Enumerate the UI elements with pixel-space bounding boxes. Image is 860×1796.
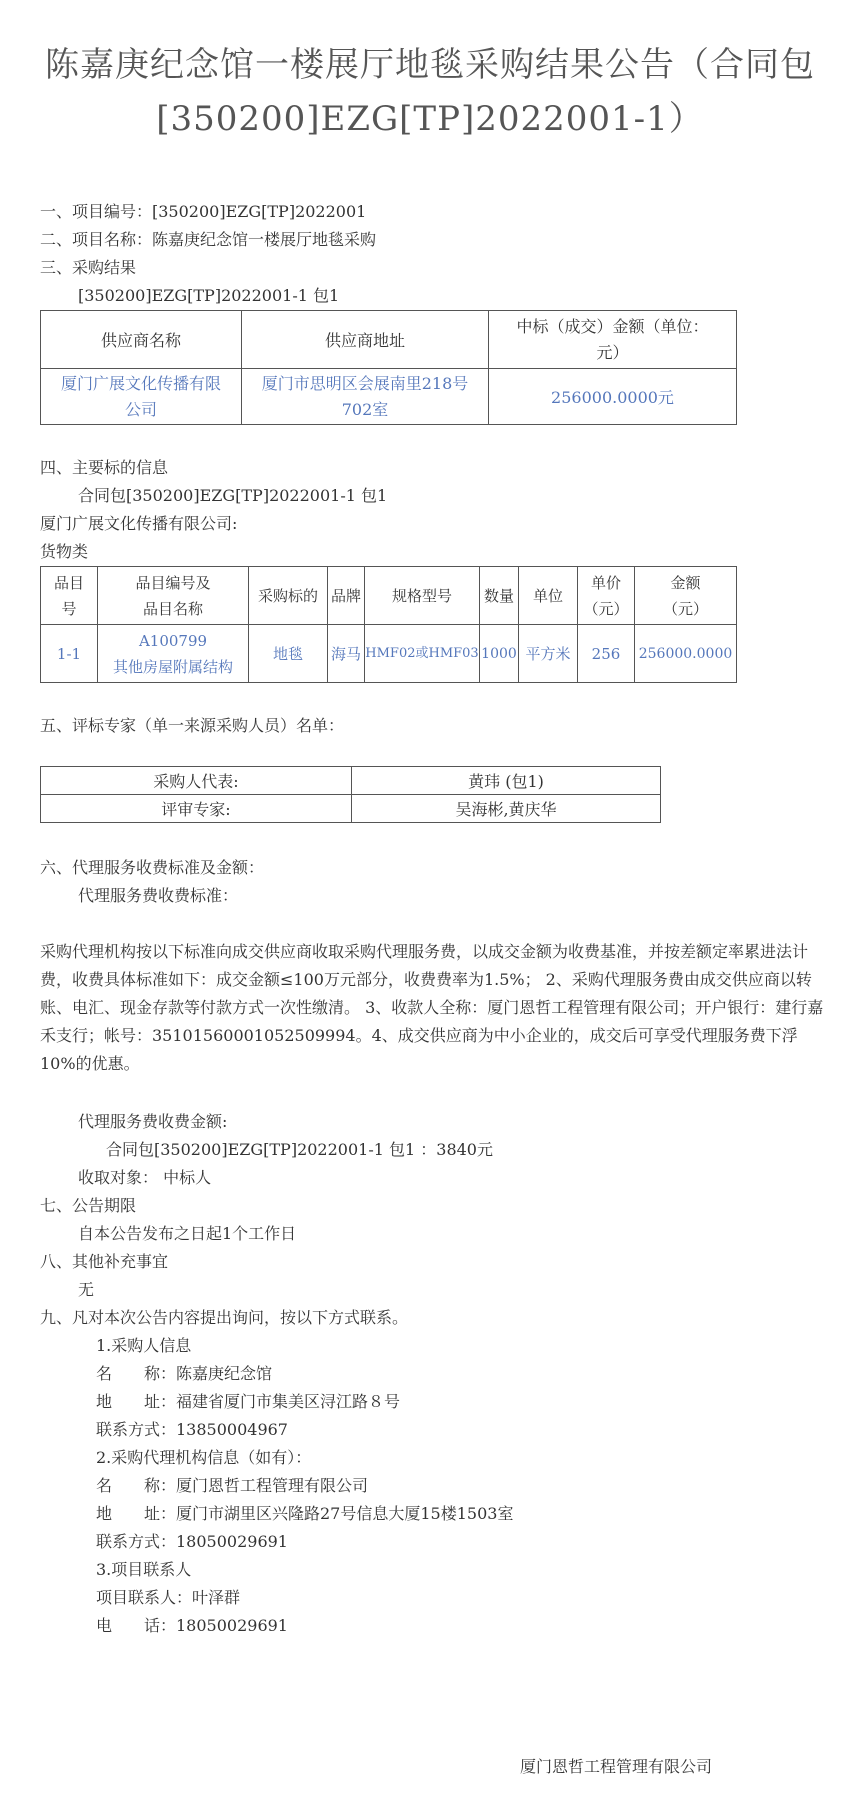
header-spec: 规格型号: [365, 567, 480, 625]
signature: 厦门恩哲工程管理有限公司: [520, 1757, 713, 1776]
header-amount: 中标（成交）金额（单位： 元）: [489, 311, 737, 369]
section-result-heading: 三、采购结果: [40, 258, 137, 277]
header-quantity: 数量: [480, 567, 519, 625]
agency-address: 地 址：厦门市湖里区兴隆路27号信息大厦15楼1503室: [96, 1504, 514, 1523]
header-brand: 品牌: [328, 567, 365, 625]
item-no-cell: 1-1: [41, 625, 98, 683]
project-contact-person: 项目联系人：叶泽群: [96, 1588, 241, 1607]
project-contact-phone: 电 话：18050029691: [96, 1616, 288, 1635]
buyer-address: 地 址：福建省厦门市集美区浔江路８号: [96, 1392, 401, 1411]
unit-cell: 平方米: [519, 625, 578, 683]
section-period-heading: 七、公告期限: [40, 1196, 137, 1215]
fee-target: 收取对象： 中标人: [78, 1168, 212, 1187]
procurement-item-cell: 地毯: [249, 625, 328, 683]
agency-phone: 联系方式：18050029691: [96, 1532, 288, 1551]
title-line-1: 陈嘉庚纪念馆一楼展厅地毯采购结果公告（合同包: [45, 45, 815, 85]
other-value: 无: [78, 1280, 95, 1299]
title-line-2: [350200]EZG[TP]2022001-1）: [156, 99, 704, 139]
amount-cell: 256000.0000元: [489, 369, 737, 425]
quantity-cell: 1000: [480, 625, 519, 683]
supplier-name-cell: 厦门广展文化传播有限 公司: [41, 369, 242, 425]
fee-standard-paragraph: 采购代理机构按以下标准向成交供应商收取采购代理服务费，以成交金额为收费基准，并按差额定率累进法计费，收费具体标准如下：成交金额≤100万元部分，收费费率为1.5%； 2、采购代理服务费由成交供应商以转账、电汇、现金存款等付款方式一次性缴清。 3、收款人全称：厦门恩哲工程管理有限公司；开户银行：建行嘉禾支行；帐号：35101560001052509994。4、成交供应商为中小企业的，成交后可享受代理服务费下浮10%的优惠。: [40, 942, 824, 1073]
total-amount-cell: 256000.0000: [635, 625, 737, 683]
spec-cell: HMF02或HMF03: [365, 625, 480, 683]
agency-name: 名 称：厦门恩哲工程管理有限公司: [96, 1476, 369, 1495]
project-contact-heading: 3.项目联系人: [96, 1560, 192, 1579]
result-package: [350200]EZG[TP]2022001-1 包1: [78, 286, 340, 305]
header-unit-price: 单价 （元）: [578, 567, 635, 625]
main-info-company: 厦门广展文化传播有限公司:: [40, 514, 238, 533]
section-contact-heading: 九、凡对本次公告内容提出询问，按以下方式联系。: [40, 1308, 409, 1327]
section-main-info-heading: 四、主要标的信息: [40, 458, 169, 477]
section-experts-heading: 五、评标专家（单一来源采购人员）名单：: [40, 716, 345, 735]
agency-info-heading: 2.采购代理机构信息（如有）：: [96, 1448, 312, 1467]
header-item-no: 品目 号: [41, 567, 98, 625]
fee-amount-value: 合同包[350200]EZG[TP]2022001-1 包1 ：3840元: [106, 1140, 493, 1159]
main-info-package: 合同包[350200]EZG[TP]2022001-1 包1: [78, 486, 388, 505]
table-row: [41, 369, 737, 425]
experts-label: 评审专家:: [41, 795, 352, 823]
supplier-address-cell: 厦门市思明区会展南里218号 702室: [242, 369, 489, 425]
section-other-heading: 八、其他补充事宜: [40, 1252, 169, 1271]
buyer-info-heading: 1.采购人信息: [96, 1336, 192, 1355]
table-row: [41, 625, 737, 683]
experts-value: 吴海彬,黄庆华: [352, 795, 661, 823]
brand-cell: 海马: [328, 625, 365, 683]
buyer-rep-value: 黄玮 (包1): [352, 767, 661, 795]
header-supplier-name: 供应商名称: [41, 311, 242, 369]
section-fee-heading: 六、代理服务收费标准及金额：: [40, 858, 265, 877]
period-value: 自本公告发布之日起1个工作日: [78, 1224, 297, 1243]
goods-table: [40, 566, 737, 683]
header-total-amount: 金额 （元）: [635, 567, 737, 625]
item-code-cell: A100799 其他房屋附属结构: [98, 625, 249, 683]
buyer-rep-label: 采购人代表:: [41, 767, 352, 795]
result-table: [40, 310, 737, 425]
fee-amount-label: 代理服务费收费金额:: [78, 1112, 228, 1131]
page-title: [0, 38, 860, 146]
project-name: 二、项目名称：陈嘉庚纪念馆一楼展厅地毯采购: [40, 230, 377, 249]
header-unit: 单位: [519, 567, 578, 625]
project-number: 一、项目编号：[350200]EZG[TP]2022001: [40, 202, 367, 221]
unit-price-cell: 256: [578, 625, 635, 683]
buyer-phone: 联系方式：13850004967: [96, 1420, 288, 1439]
expert-table: [40, 766, 661, 823]
fee-standard-label: 代理服务费收费标准：: [78, 886, 239, 905]
main-info-category: 货物类: [40, 542, 89, 561]
header-supplier-address: 供应商地址: [242, 311, 489, 369]
buyer-name: 名 称：陈嘉庚纪念馆: [96, 1364, 273, 1383]
header-item-code: 品目编号及 品目名称: [98, 567, 249, 625]
header-procurement-item: 采购标的: [249, 567, 328, 625]
